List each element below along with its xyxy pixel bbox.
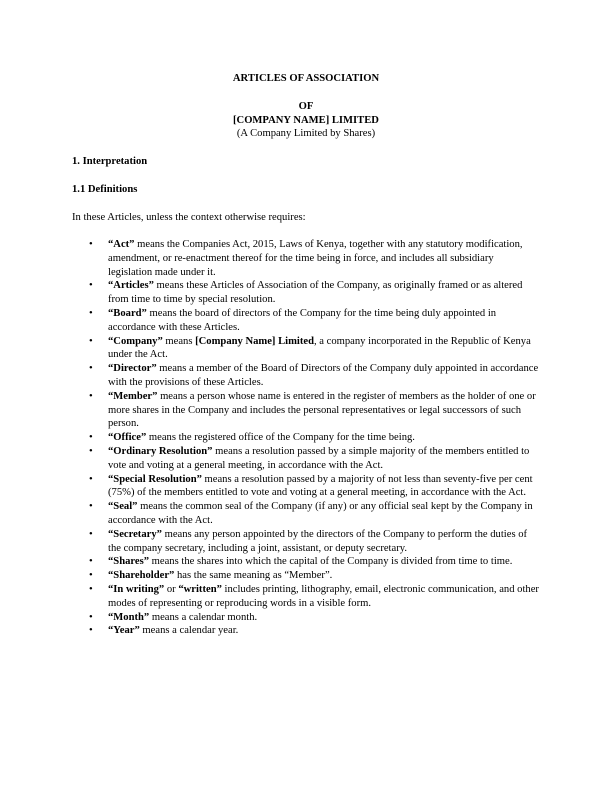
intro-paragraph: In these Articles, unless the context otherwise requires:	[72, 212, 306, 223]
definition-term-alt: “written”	[178, 583, 222, 595]
definition-term: “In writing”	[108, 583, 165, 595]
definition-text: means a calendar month.	[149, 611, 258, 623]
definition-text: means the board of directors of the Company for the time being duly appointed in accordance with these Articles.	[108, 307, 497, 333]
definition-text: means	[162, 335, 196, 347]
definition-term: “Ordinary Resolution”	[108, 445, 213, 457]
definition-text: includes printing, lithography, email, electronic communication, and other modes of representing or reproducing words in a visible form.	[108, 583, 539, 609]
definition-item	[72, 445, 540, 473]
definition-text: means a person whose name is entered in the register of members as the holder of one or more shares in the Company and includes the personal representatives or legal successors of such person.	[108, 390, 536, 430]
definition-item	[72, 279, 540, 307]
definition-text: means a member of the Board of Directors of the Company duly appointed in accordance with the provisions of these Articles.	[108, 363, 539, 388]
company-name-heading: [COMPANY NAME] LIMITED	[233, 115, 379, 126]
definition-term: “Company”	[108, 335, 163, 347]
document-of: OF	[298, 101, 314, 112]
definition-term: “Board”	[108, 307, 147, 319]
bullet-icon: •	[89, 335, 93, 347]
subsection-heading: 1.1 Definitions	[72, 184, 138, 195]
definition-term: “Shareholder”	[108, 570, 175, 582]
bullet-icon: •	[89, 239, 93, 250]
document-title: ARTICLES OF ASSOCIATION	[232, 73, 380, 84]
definition-term: “Month”	[108, 611, 150, 623]
definition-term: “Shares”	[108, 556, 150, 568]
definition-text: means the common seal of the Company (if any) or any official seal kept by the Company in accordance with the Act.	[108, 501, 533, 526]
definition-item	[72, 583, 540, 611]
definition-term: “Act”	[108, 239, 135, 250]
definition-term: “Special Resolution”	[108, 473, 202, 485]
definition-item	[72, 390, 540, 431]
definition-text: has the same meaning as “Member”.	[174, 570, 333, 582]
bullet-icon: •	[89, 432, 93, 444]
bullet-icon: •	[89, 611, 93, 623]
bullet-icon: •	[89, 625, 93, 637]
bullet-icon: •	[89, 528, 93, 540]
definition-item	[72, 362, 540, 390]
bullet-icon: •	[89, 570, 93, 582]
definition-item	[72, 528, 540, 556]
definition-item	[72, 473, 540, 501]
definitions-list	[72, 238, 540, 638]
bullet-icon: •	[89, 390, 93, 402]
definition-term: “Articles”	[108, 280, 154, 292]
definition-text: means a resolution passed by a majority of not less than seventy-five per cent (75%) of the members entitled to vote and voting at a general meeting, in accordance with the Act.	[108, 473, 533, 499]
definition-term: “Seal”	[108, 501, 138, 513]
bullet-icon: •	[89, 307, 93, 319]
definition-text: means these Articles of Association of the Company, as originally framed or as altered from time to time by special resolution.	[108, 280, 523, 306]
definition-item	[72, 611, 540, 625]
definition-item	[72, 500, 540, 528]
definition-term: “Year”	[108, 625, 140, 637]
bullet-icon: •	[89, 473, 93, 485]
definition-text: , a company incorporated in the Republic of Kenya under the Act.	[108, 335, 531, 361]
bullet-icon: •	[89, 501, 93, 513]
definition-text: means the Companies Act, 2015, Laws of Kenya, together with any statutory modification, amendment, or re-enactment thereof for the time being in force, and includes all subsidiary legislation made under it.	[108, 239, 523, 278]
definition-item	[72, 238, 540, 279]
bullet-icon: •	[89, 445, 93, 457]
definition-text: means any person appointed by the directors of the Company to perform the duties of the company secretary, including a joint, assistant, or deputy secretary.	[108, 528, 528, 554]
bullet-icon: •	[89, 583, 93, 595]
bullet-icon: •	[89, 556, 93, 568]
definition-term: “Director”	[108, 363, 157, 375]
definition-item	[72, 569, 540, 583]
definition-term: “Office”	[108, 432, 147, 444]
definition-term: “Member”	[108, 390, 158, 402]
definition-text: means a calendar year.	[139, 625, 239, 637]
definition-item	[72, 307, 540, 335]
definition-item	[72, 555, 540, 569]
definition-text: or	[164, 583, 179, 595]
document-subtitle: (A Company Limited by Shares)	[236, 128, 376, 139]
bullet-icon: •	[89, 363, 93, 375]
company-name-placeholder: [Company Name] Limited	[195, 335, 314, 347]
definition-item	[72, 335, 540, 363]
bullet-icon: •	[89, 280, 93, 292]
definition-item	[72, 431, 540, 445]
definition-text: means the registered office of the Company for the time being.	[146, 432, 415, 444]
definition-text: means the shares into which the capital of the Company is divided from time to time.	[149, 556, 513, 568]
definition-text: means a resolution passed by a simple majority of the members entitled to vote and voting at a general meeting, in accordance with the Act.	[108, 445, 530, 471]
definition-term: “Secretary”	[108, 528, 162, 540]
section-heading: 1. Interpretation	[72, 156, 148, 167]
definition-item	[72, 624, 540, 638]
